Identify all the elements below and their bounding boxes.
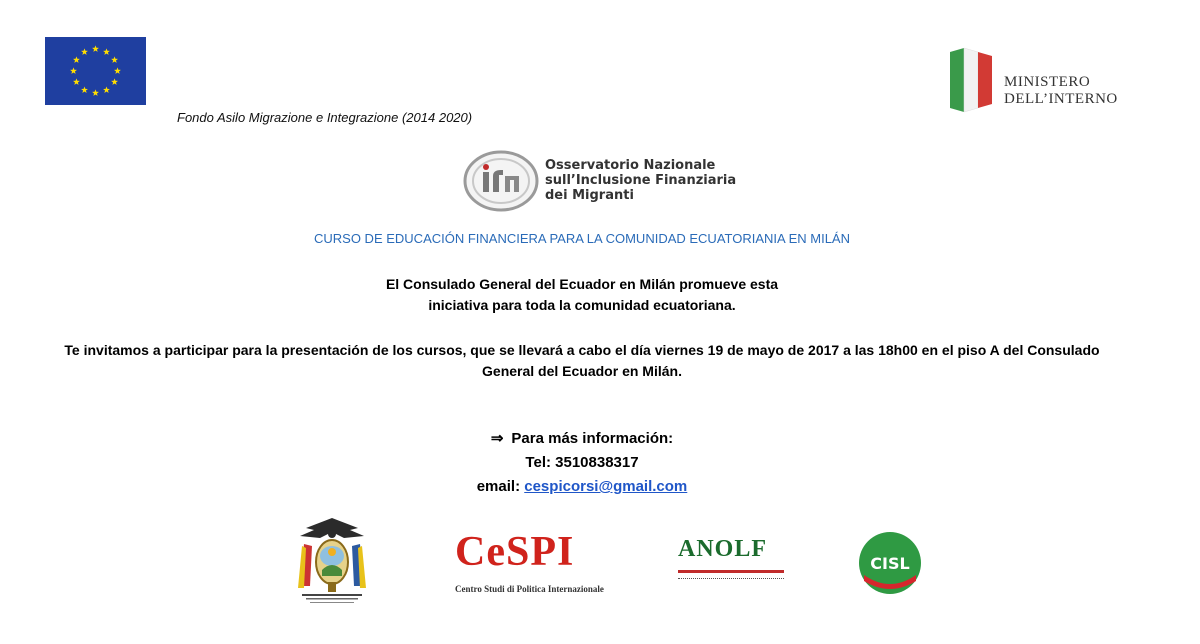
anolf-wordmark: ANOLF: [678, 536, 767, 562]
italy-flag-icon: [948, 46, 994, 114]
intro-paragraph: [0, 274, 1164, 316]
email-label: email:: [476, 478, 521, 495]
course-title: CURSO DE EDUCACIÓN FINANCIERA PARA LA COMUNIDAD ECUATORIANIA EN MILÁN: [314, 231, 850, 246]
email-link[interactable]: cespicorsi@gmail.com: [524, 478, 688, 495]
ifm-emblem-icon: [463, 150, 539, 212]
oss-line3: dei Migranti: [545, 188, 634, 203]
anolf-underline: [678, 570, 784, 573]
ministero-logo: [948, 46, 1128, 116]
cespi-subtitle: Centro Studi di Politica Internazionale: [455, 584, 604, 594]
cespi-logo: [453, 528, 604, 598]
ecuador-coat-of-arms-icon: [296, 516, 368, 606]
email-line: [0, 475, 1164, 499]
ministero-line1: MINISTERO: [1004, 74, 1091, 90]
oss-line1: Osservatorio Nazionale: [545, 158, 716, 173]
fund-text: Fondo Asilo Migrazione e Integrazione (2014 2020): [177, 110, 473, 125]
right-double-arrow-icon: ⇒: [490, 430, 504, 447]
eu-flag-icon: [45, 37, 146, 105]
oss-line2: sull’Inclusione Finanziaria: [545, 173, 737, 188]
anolf-logo: [676, 536, 788, 592]
cisl-wordmark: CISL: [870, 554, 910, 573]
ministero-text: [1004, 74, 1118, 108]
invitation-paragraph: [40, 340, 1124, 382]
ministero-line2: DELL’INTERNO: [1004, 91, 1118, 107]
cespi-wordmark: CeSPI: [455, 529, 575, 575]
osservatorio-text: [545, 158, 736, 203]
info-heading: Para más información:: [511, 430, 674, 447]
intro-line2: iniciativa para toda la comunidad ecuatoriana.: [428, 297, 736, 313]
intro-line1: El Consulado General del Ecuador en Milán promueve esta: [385, 276, 779, 292]
osservatorio-logo: [463, 150, 753, 212]
tel-line: Tel: 3510838317: [525, 454, 639, 471]
invitation-line1: Te invitamos a participar para la presentación de los cursos, que se llevará a cabo el día viernes 19 de mayo de 2017 a las 18h00 en el piso A del Consulado: [64, 342, 1100, 358]
anolf-subtitle-line: [678, 578, 784, 583]
info-heading-row: [0, 427, 1164, 451]
cisl-logo: [858, 531, 922, 595]
contact-info: [0, 427, 1164, 499]
invitation-line2: General del Ecuador en Milán.: [482, 363, 682, 379]
